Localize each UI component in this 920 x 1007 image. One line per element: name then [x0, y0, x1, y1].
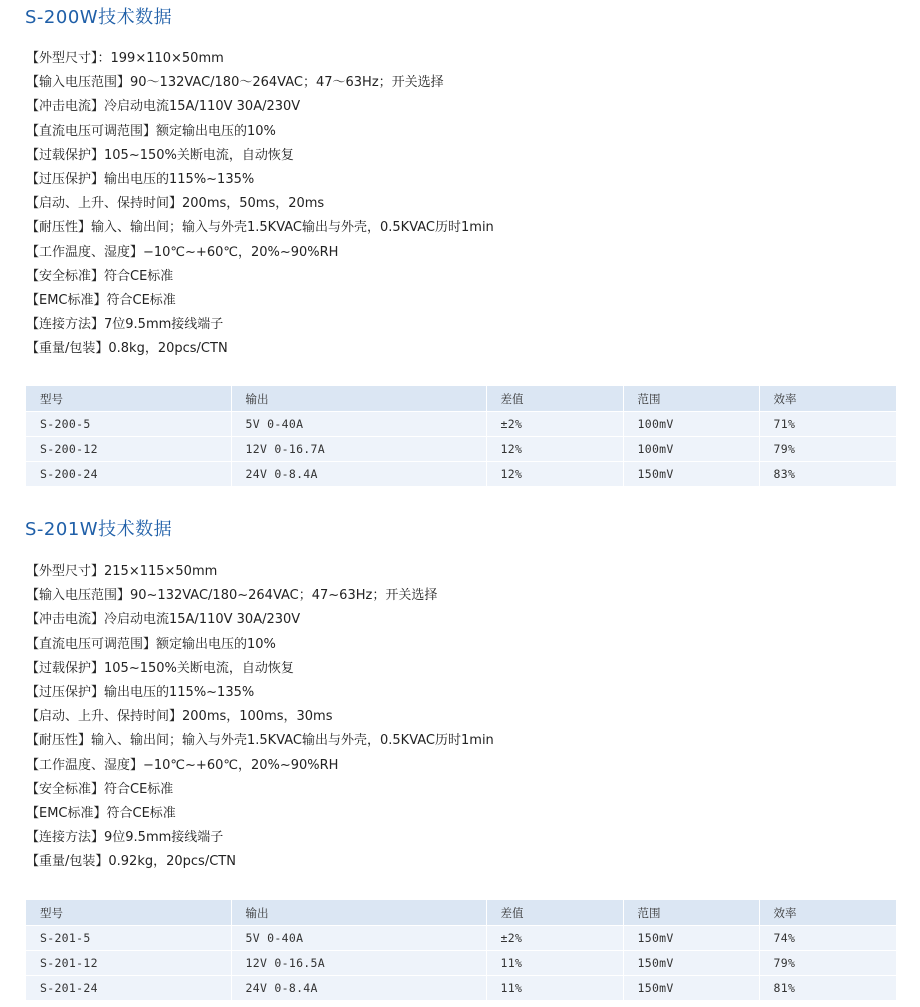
table-row — [26, 926, 896, 951]
table-row — [26, 437, 896, 462]
spec-connection: 【连接方法】9位9.5mm接线端子 — [26, 830, 224, 846]
table-row — [26, 462, 896, 487]
table-header-row — [26, 900, 896, 926]
cell-output: 5V 0-40A — [231, 412, 486, 437]
cell-model: S-200-12 — [26, 437, 231, 462]
cell-efficiency: 74% — [759, 926, 896, 951]
section-title: S-200W技术数据 — [25, 7, 173, 28]
column-header-model: 型号 — [26, 900, 231, 926]
cell-model: S-200-24 — [26, 462, 231, 487]
table-row — [26, 951, 896, 976]
spec-dimensions: 【外型尺寸】：199×110×50mm — [26, 51, 224, 66]
cell-efficiency: 79% — [759, 951, 896, 976]
spec-emc-standard: 【EMC标准】符合CE标准 — [26, 292, 176, 308]
spec-overload-protection: 【过载保护】105~150%关断电流，自动恢复 — [26, 147, 294, 163]
cell-model: S-200-5 — [26, 412, 231, 437]
spec-dimensions: 【外型尺寸】215×115×50mm — [26, 564, 218, 579]
cell-tolerance: 11% — [486, 951, 623, 976]
spec-list — [26, 47, 494, 361]
cell-output: 24V 0-8.4A — [231, 976, 486, 1001]
spec-connection: 【连接方法】7位9.5mm接线端子 — [26, 317, 224, 333]
cell-model: S-201-24 — [26, 976, 231, 1001]
cell-output: 24V 0-8.4A — [231, 462, 486, 487]
table-row — [26, 412, 896, 437]
spec-withstand-voltage: 【耐压性】输入、输出间；输入与外壳1.5KVAC输出与外壳，0.5KVAC历时1min — [26, 733, 494, 749]
spec-input-voltage: 【输入电压范围】90～132VAC/180～264VAC；47～63Hz；开关选择 — [26, 75, 444, 91]
cell-ripple: 100mV — [623, 437, 759, 462]
cell-efficiency: 83% — [759, 462, 896, 487]
cell-output: 12V 0-16.7A — [231, 437, 486, 462]
spec-timing: 【启动、上升、保持时间】200ms，100ms，30ms — [26, 709, 333, 725]
column-header-output: 输出 — [231, 900, 486, 926]
cell-efficiency: 79% — [759, 437, 896, 462]
cell-tolerance: 11% — [486, 976, 623, 1001]
section-title: S-201W技术数据 — [25, 519, 173, 540]
column-header-tolerance: 差值 — [486, 386, 623, 412]
column-header-ripple: 范围 — [623, 900, 759, 926]
spec-inrush-current: 【冲击电流】冷启动电流15A/110V 30A/230V — [26, 612, 301, 628]
spec-emc-standard: 【EMC标准】符合CE标准 — [26, 805, 176, 821]
spec-table — [26, 900, 896, 1000]
cell-tolerance: ±2% — [486, 412, 623, 437]
spec-overvoltage-protection: 【过压保护】输出电压的115%~135% — [26, 684, 255, 700]
cell-tolerance: 12% — [486, 462, 623, 487]
cell-efficiency: 81% — [759, 976, 896, 1001]
spec-dc-adjust-range: 【直流电压可调范围】额定输出电压的10% — [26, 636, 276, 652]
table-header-row — [26, 386, 896, 412]
spec-temperature-humidity: 【工作温度、湿度】−10℃~+60℃，20%~90%RH — [26, 757, 339, 773]
column-header-ripple: 范围 — [623, 386, 759, 412]
spec-safety-standard: 【安全标准】符合CE标准 — [26, 781, 174, 797]
cell-ripple: 100mV — [623, 412, 759, 437]
spec-weight-packing: 【重量/包装】0.8kg，20pcs/CTN — [26, 341, 228, 357]
cell-ripple: 150mV — [623, 951, 759, 976]
spec-overvoltage-protection: 【过压保护】输出电压的115%~135% — [26, 171, 255, 187]
column-header-model: 型号 — [26, 386, 231, 412]
column-header-output: 输出 — [231, 386, 486, 412]
cell-efficiency: 71% — [759, 412, 896, 437]
column-header-efficiency: 效率 — [759, 386, 896, 412]
column-header-tolerance: 差值 — [486, 900, 623, 926]
cell-ripple: 150mV — [623, 926, 759, 951]
spec-overload-protection: 【过载保护】105~150%关断电流，自动恢复 — [26, 660, 294, 676]
cell-ripple: 150mV — [623, 462, 759, 487]
spec-safety-standard: 【安全标准】符合CE标准 — [26, 268, 174, 284]
cell-tolerance: 12% — [486, 437, 623, 462]
cell-output: 5V 0-40A — [231, 926, 486, 951]
spec-withstand-voltage: 【耐压性】输入、输出间；输入与外壳1.5KVAC输出与外壳，0.5KVAC历时1min — [26, 220, 494, 236]
spec-input-voltage: 【输入电压范围】90~132VAC/180~264VAC；47~63Hz；开关选择 — [26, 588, 438, 604]
cell-model: S-201-5 — [26, 926, 231, 951]
spec-inrush-current: 【冲击电流】冷启动电流15A/110V 30A/230V — [26, 99, 301, 115]
cell-model: S-201-12 — [26, 951, 231, 976]
cell-ripple: 150mV — [623, 976, 759, 1001]
spec-temperature-humidity: 【工作温度、湿度】−10℃~+60℃，20%~90%RH — [26, 244, 339, 260]
column-header-efficiency: 效率 — [759, 900, 896, 926]
spec-weight-packing: 【重量/包装】0.92kg，20pcs/CTN — [26, 854, 236, 870]
spec-list — [26, 560, 494, 874]
spec-table — [26, 386, 896, 486]
spec-timing: 【启动、上升、保持时间】200ms，50ms，20ms — [26, 196, 325, 212]
cell-tolerance: ±2% — [486, 926, 623, 951]
cell-output: 12V 0-16.5A — [231, 951, 486, 976]
table-row — [26, 976, 896, 1001]
spec-dc-adjust-range: 【直流电压可调范围】额定输出电压的10% — [26, 123, 276, 139]
